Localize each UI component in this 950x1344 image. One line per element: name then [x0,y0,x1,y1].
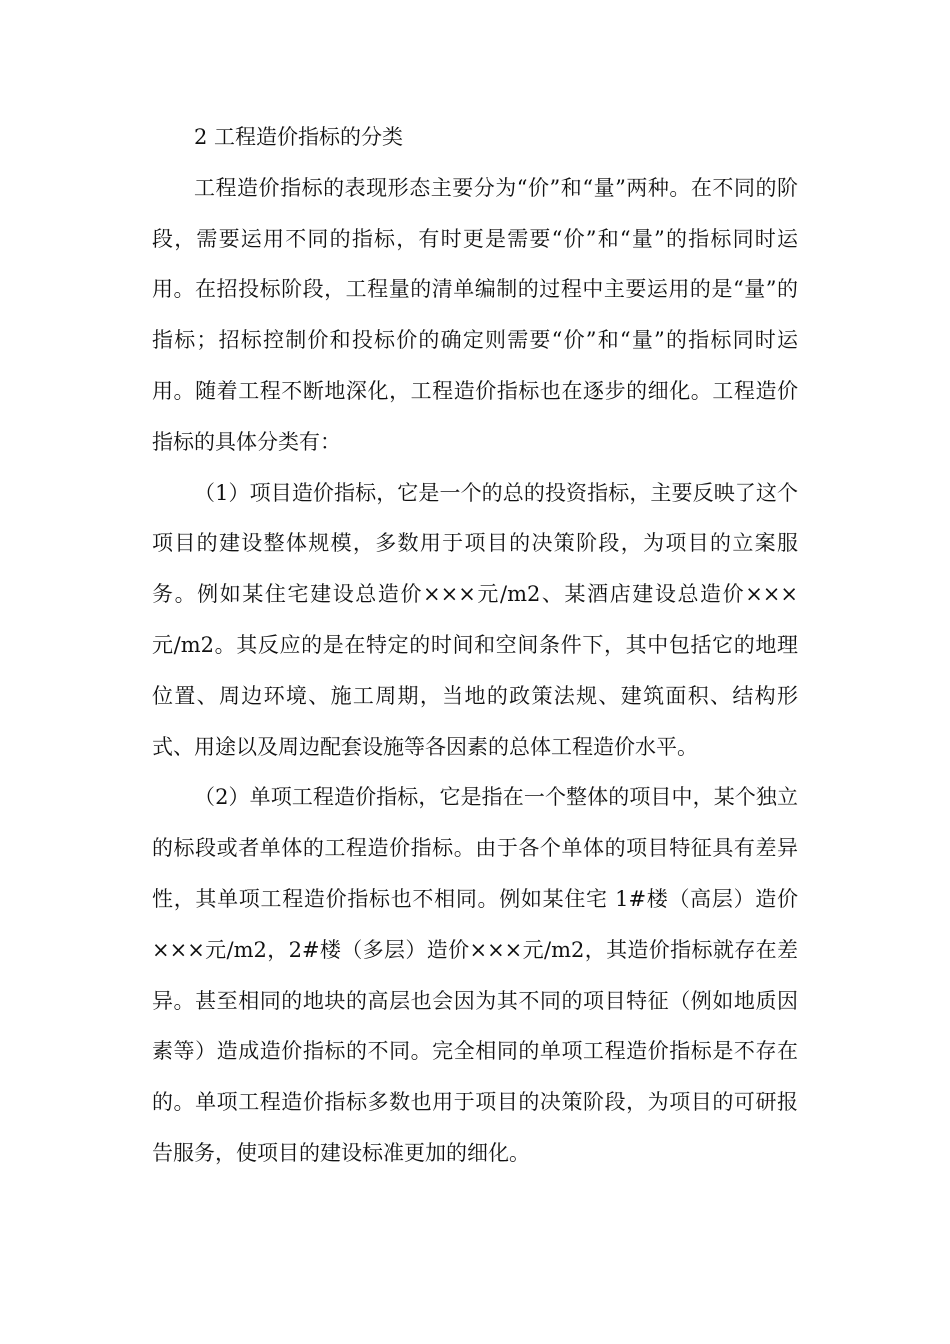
section-heading: 2 工程造价指标的分类 [194,125,404,149]
paragraph-project-index: （1）项目造价指标，它是一个的总的投资指标，主要反映了这个项目的建设整体规模，多数用于项目的决策阶段，为项目的立案服务。例如某住宅建设总造价×××元/m2、某酒店建设总造价×××元/m2。其反应的是在特定的时间和空间条件下，其中包括它的地理位置、周边环境、施工周期，当地的政策法规、建筑面积、结构形式、用途以及周边配套设施等各因素的总体工程造价水平。 [152,480,798,759]
paragraph-overview: 工程造价指标的表现形态主要分为“价”和“量”两种。在不同的阶段，需要运用不同的指标，有时更是需要“价”和“量”的指标同时运用。在招投标阶段，工程量的清单编制的过程中主要运用的是“量”的指标；招标控制价和投标价的确定则需要“价”和“量”的指标同时运用。随着工程不断地深化，工程造价指标也在逐步的细化。工程造价指标的具体分类有： [152,175,798,454]
paragraph-single-project-index: （2）单项工程造价指标，它是指在一个整体的项目中，某个独立的标段或者单体的工程造价指标。由于各个单体的项目特征具有差异性，其单项工程造价指标也不相同。例如某住宅 1#楼（高层）造价×××元/m2，2#楼（多层）造价×××元/m2，其造价指标就存在差异。甚至相同的地块的高层也会因为其不同的项目特征（例如地质因素等）造成造价指标的不同。完全相同的单项工程造价指标是不存在的。单项工程造价指标多数也用于项目的决策阶段，为项目的可研报告服务，使项目的建设标准更加的细化。 [152,785,798,1165]
document-body [152,112,798,1179]
